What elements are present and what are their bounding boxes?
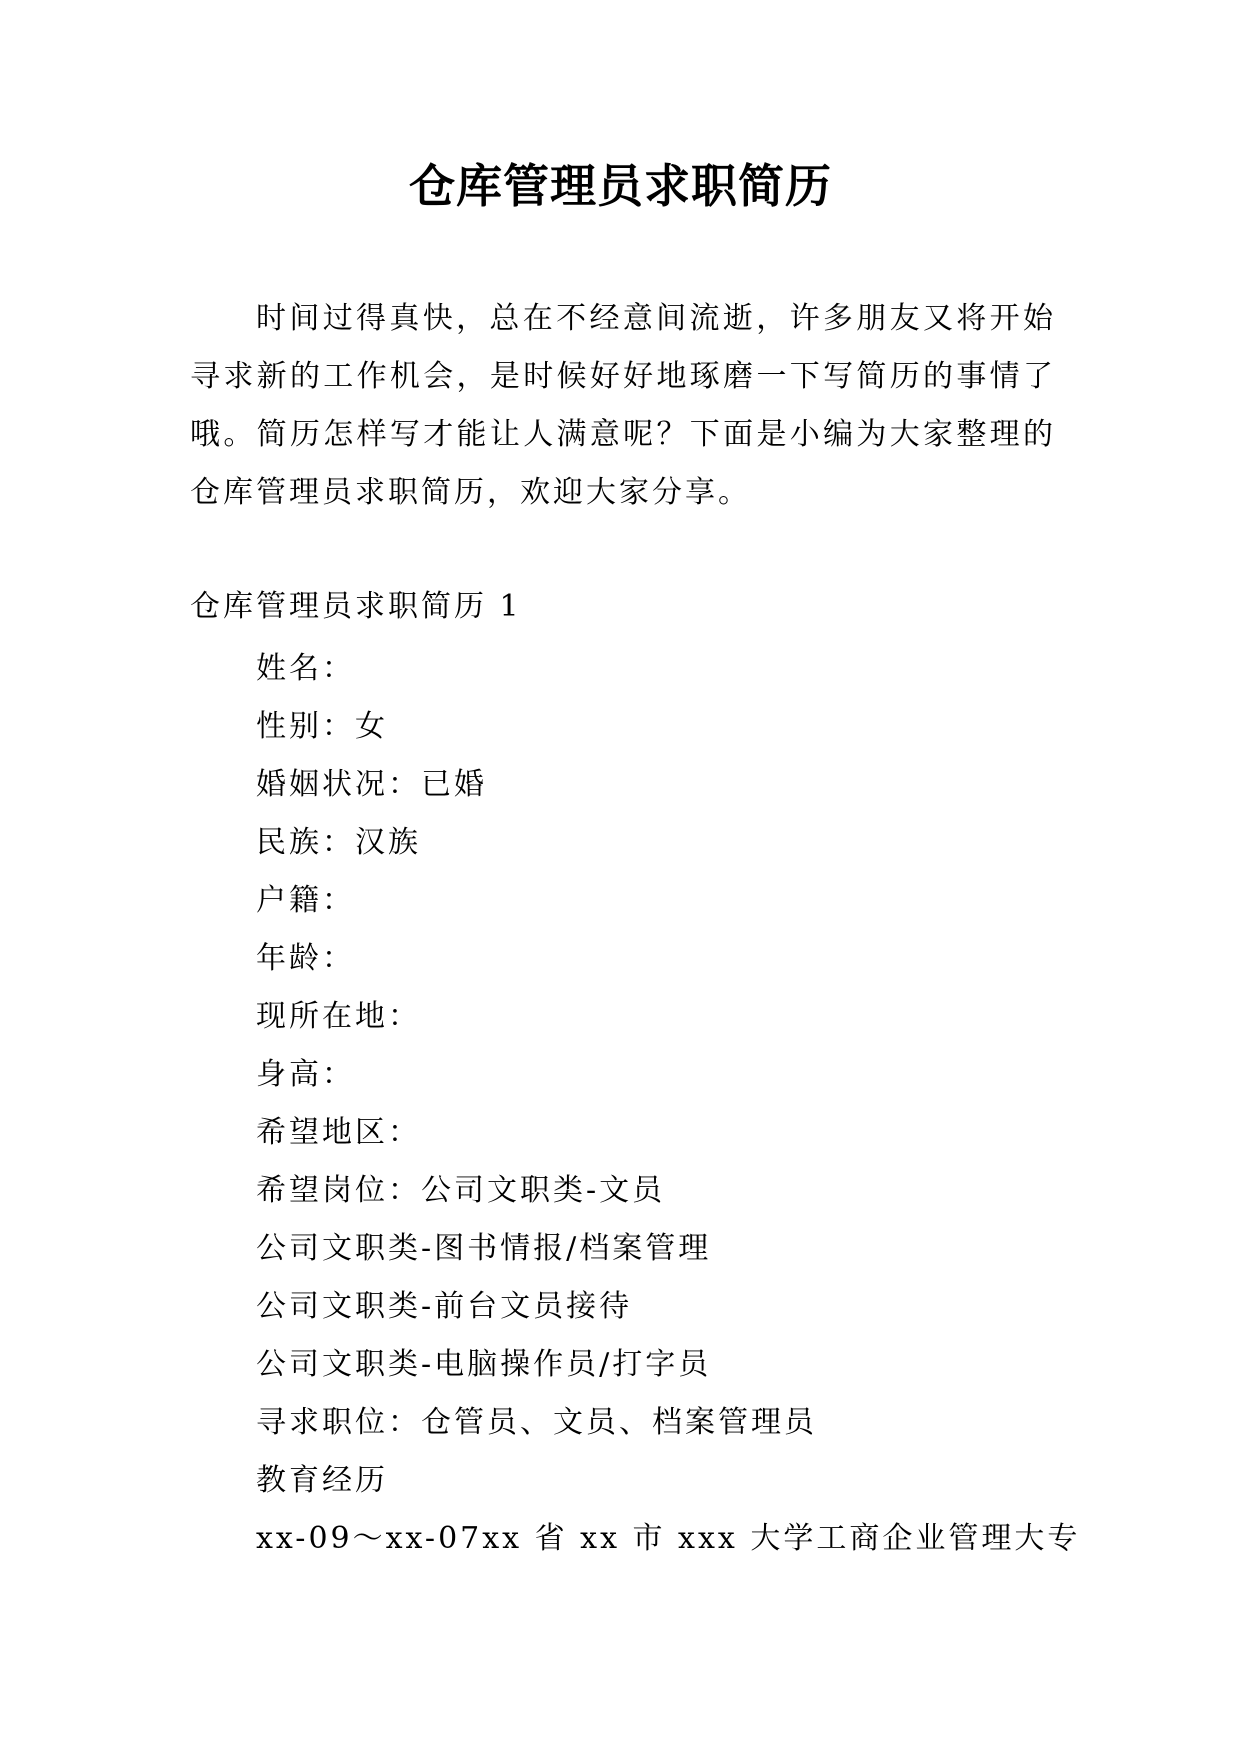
field-marital-status: 婚姻状况：已婚	[256, 767, 487, 802]
field-household-registration: 户籍：	[256, 883, 355, 918]
field-desired-position: 希望岗位：公司文职类-文员	[256, 1173, 666, 1208]
field-desired-position-extra: 公司文职类-图书情报/档案管理	[256, 1231, 712, 1266]
field-desired-position-extra: 公司文职类-前台文员接待	[256, 1289, 633, 1324]
education-entry: xx-09～xx-07xx 省 xx 市 xxx 大学工商企业管理大专	[256, 1521, 1081, 1556]
field-current-location: 现所在地：	[256, 999, 421, 1034]
intro-paragraph: 时间过得真快，总在不经意间流逝，许多朋友又将开始寻求新的工作机会，是时候好好地琢磨一下写简历的事情了哦。简历怎样写才能让人满意呢？下面是小编为大家整理的仓库管理员求职简历，欢迎大家分享。	[190, 301, 1056, 510]
field-age: 年龄：	[256, 941, 355, 976]
field-gender: 性别：女	[256, 709, 388, 744]
field-name: 姓名：	[256, 651, 355, 686]
field-height: 身高：	[256, 1057, 355, 1092]
field-ethnicity: 民族：汉族	[256, 825, 421, 860]
section-heading: 仓库管理员求职简历 1	[190, 589, 522, 624]
education-heading: 教育经历	[256, 1463, 388, 1498]
resume-field-list	[256, 640, 1080, 1568]
field-desired-region: 希望地区：	[256, 1115, 421, 1150]
field-desired-position-extra: 公司文职类-电脑操作员/打字员	[256, 1347, 712, 1382]
field-sought-position: 寻求职位：仓管员、文员、档案管理员	[256, 1405, 817, 1440]
document-title: 仓库管理员求职简历	[409, 159, 832, 213]
